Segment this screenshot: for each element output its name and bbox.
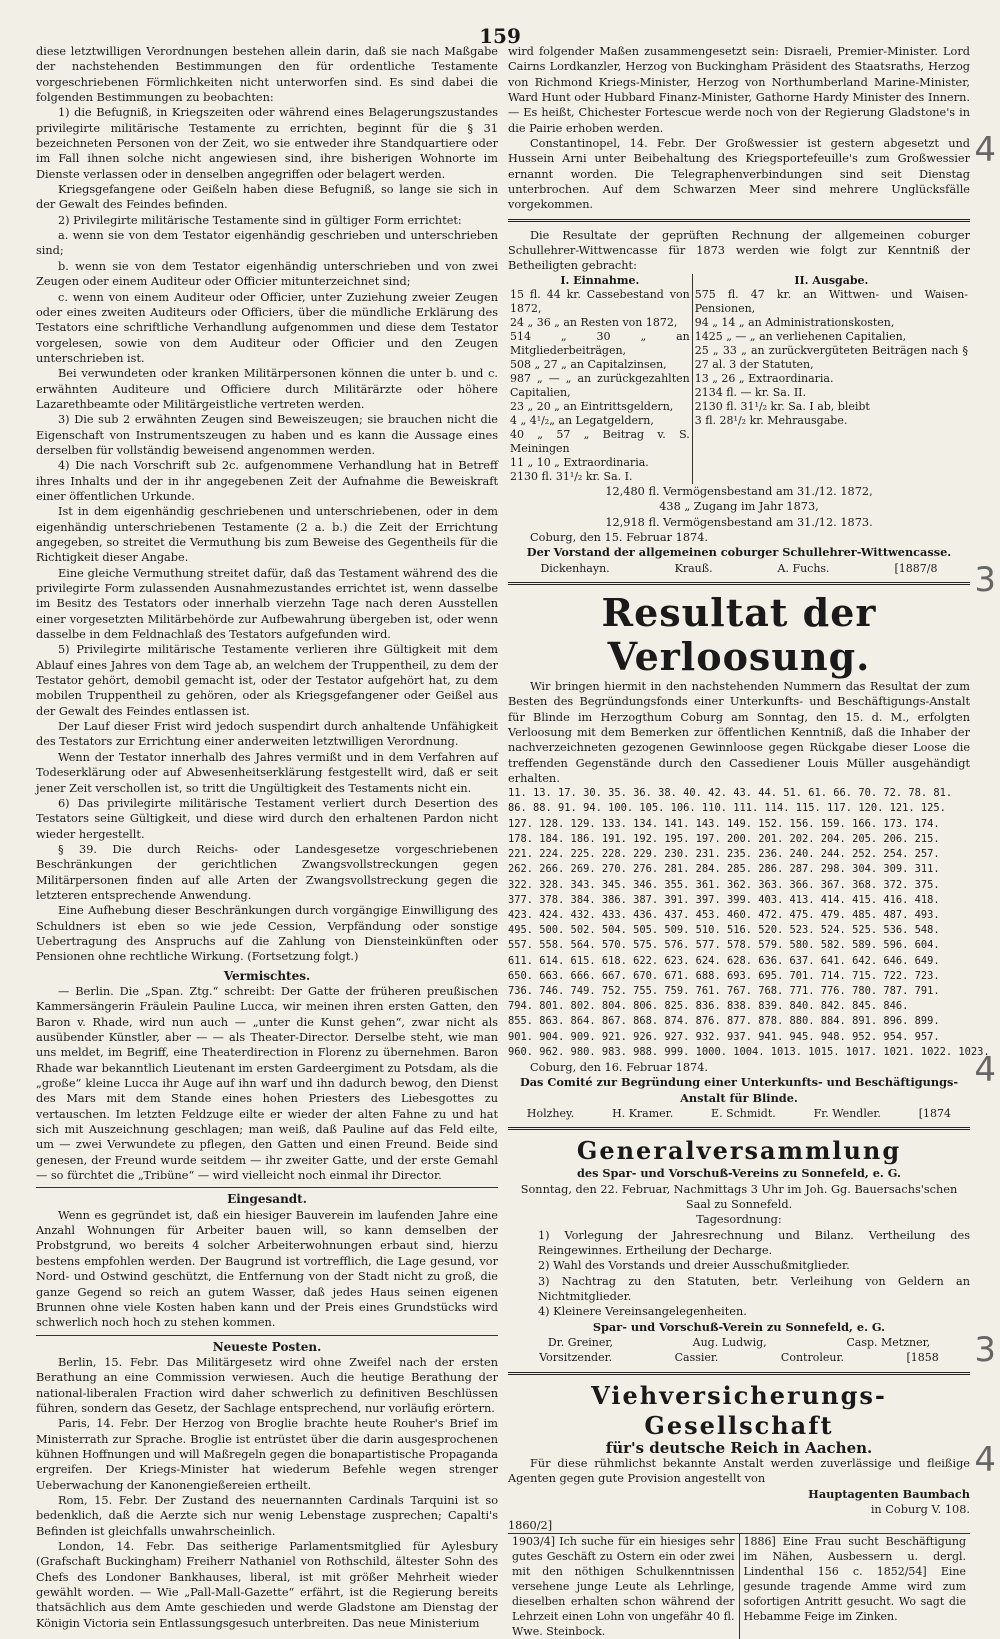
insurance-subtitle: für's deutsche Reich in Aachen. [605, 1438, 873, 1457]
vermischtes-article: — Berlin. Die „Span. Ztg.“ schreibt: Der Gatte der früheren preußischen Kammersängerin Fräulein Pauline Lucca, wir meinen ihren ersten Gatten, den Baron v. Rhade, wird nun auch — „unter die Kunst gehen“, zwar nicht als ausübender Künstler, aber — — als Theater-Director. Derselbe steht, wie man uns meldet, im Begriff, eine Theaterdirection in Florenz zu übernehmen. Baron Rhade war bekanntlich Lieutenant im ersten Gardeergiment zu Potsdam, als die „große“ kleine Lucca ihr Auge auf ihn warf und ihn dadurch bewog, den Dienst des Mars mit dem Stande eines hohen Priesters des Liebesgottes zu vertauschen. Im letzten Feldzuge eilte er wieder der alten Fahne zu und hat sich mit Auszeichnung geschlagen; man weiß, daß Pauline auf das Feld eilte, um — zwei Verwundete zu pflegen, den Gatten und einen Freund. Beide sind genesen, der Freund wurde seitdem — ihr zweiter Gatte, und der erste Gemahl — so fürchtet die „Tribüne“ — wird vielleicht noch einmal ihr Director. [36, 984, 498, 1183]
lottery-number-row: 495. 500. 502. 504. 505. 509. 510. 516. 520. 523. 524. 525. 536. 548. [508, 924, 940, 937]
constantinople-news: Constantinopel, 14. Febr. Der Großwessier ist gestern abgesetzt und Hussein Arni unter Beibehaltung des Kriegsportefeuille's zum Großwessier ernannt worden. Die Telegraphenverbindungen sind seit Dienstag unterbrochen. Auf dem Schwarzen Meer sind mehrere Unglücksfälle vorgekommen. [508, 137, 970, 212]
expense-line: 2130 fl. 31¹/₂ kr. Sa. I ab, bleibt [694, 399, 870, 413]
expense-line: 94 „ 14 „ an Administrationskosten, [694, 315, 895, 329]
lottery-number-row: 794. 801. 802. 804. 806. 825. 836. 838. 839. 840. 842. 845. 846. [508, 1000, 909, 1013]
income-line: 4 „ 4¹/₂„ an Legatgeldern, [510, 413, 654, 427]
insurance-text: Für diese rühmlichst bekannte Anstalt werden zuverlässige und fleißige Agenten gegen gute Provision angestellt von [508, 1457, 970, 1486]
law-paragraph: b. wenn sie von dem Testator eigenhändig unterschrieben und von zwei Zeugen oder einem Auditeur oder Officier mitunterzeichnet sind; [36, 259, 498, 289]
agenda-item: 2) Wahl des Vorstands und dreier Ausschußmitglieder. [538, 1259, 850, 1273]
signature: Casp. Metzner, [846, 1336, 931, 1350]
lottery-number-row: 322. 328. 343. 345. 346. 355. 361. 362. 363. 366. 367. 368. 372. 375. [508, 878, 940, 891]
lottery-signatures [508, 1106, 970, 1121]
assets-line: 12,480 fl. Vermögensbestand am 31./12. 1872, [605, 484, 873, 498]
income-line: 40 „ 57 „ Beitrag v. S. Meiningen [510, 427, 690, 455]
law-paragraph: Kriegsgefangene oder Geißeln haben diese Befugniß, so lange sie sich in der Gewalt des Feindes befinden. [36, 183, 498, 212]
news-post: London, 14. Febr. Das seitherige Parlamentsmitglied für Aylesbury (Grafschaft Buckingham) Freiherr Nathaniel von Rothschild, ältester Sohn des Chefs des Londoner Bankhauses, liberal, ist mit größer Mehrheit wieder gewählt worden. — Wie „Pall-Mall-Gazette“ erfährt, ist die Regierung bereits thatsächlich aus dem Amte geschieden und werde Gladstone am Dienstag der Königin Victoria sein Entlassungsgesuch unterbreiten. Das neue Ministerium [36, 1540, 498, 1630]
assets-summary [508, 484, 970, 530]
gv-signatures [508, 1335, 970, 1350]
gv-title: Generalversammlung [576, 1136, 902, 1166]
law-paragraph: Eine gleiche Vermuthung streitet dafür, daß das Testament während des die privilegirte Form zulassenden Ausnahmezustandes errichtet ist, wenn dasselbe im Besitz des Testators oder innerhalb vierzehn Tage nach deren Ausstellen einer vorgesetzten Militärbehörde zur Aufbewahrung übergeben ist, oder wenn dasselbe in dem Feldnachlaß des Testators aufgefunden wird. [36, 566, 498, 642]
signature: Holzhey. [526, 1106, 575, 1120]
law-paragraph: 2) Privilegirte militärische Testamente sind in gültiger Form errichtet: [58, 213, 462, 227]
signature: Aug. Ludwig, [692, 1336, 767, 1350]
apprentice-ad: 1903/4] Ich suche für ein hiesiges sehr gutes Geschäft zu Ostern ein oder zwei mit den nöthigen Schulkenntnissen versehene junge Leute als Lehrlinge, dieselben erhalten schon während der Lehrzeit einen Lohn von ungefähr 40 fl. Wwe. Steinbock. [512, 1534, 735, 1638]
assets-line: 12,918 fl. Vermögensbestand am 31./12. 1873. [605, 515, 873, 529]
lottery-date: Coburg, den 16. Februar 1874. [530, 1060, 708, 1074]
law-paragraph: Wenn der Testator innerhalb des Jahres vermißt und in dem Verfahren auf Todeserklärung oder auf Abwesenheitserklärung festgestellt wird, daß er seit jener Zeit verschollen ist, so tritt die Ungültigkeit des Testaments nicht ein. [36, 750, 498, 795]
right-column [508, 44, 990, 1639]
law-paragraph: 3) Die sub 2 erwähnten Zeugen sind Beweiszeugen; sie brauchen nicht die Eigenschaft von Instrumentszeugen zu haben und es kann die Aussage eines derselben für vollständig beweisend angenommen werden. [36, 413, 498, 457]
insurance-ref: 1860/2] [508, 1518, 553, 1532]
eingesandt-heading: Eingesandt. [227, 1192, 307, 1207]
expense-line: 2134 fl. — kr. Sa. II. [694, 385, 807, 399]
handwritten-mark: 4 [974, 1440, 996, 1480]
news-post: Rom, 15. Febr. Der Zustand des neuernannten Cardinals Tarquini ist so bedenklich, daß die Aerzte sich nur wenig Lebenstage zusprechen; Capalti's Befinden ist gleichfalls unwahrscheinlich. [36, 1493, 498, 1538]
signature: [1874 [918, 1106, 952, 1120]
law-paragraph: 5) Privilegirte militärische Testamente verlieren ihre Gültigkeit mit dem Ablauf eines Jahres von dem Tage ab, an welchem der Truppentheil, zu dem der Testator gehört, demobil gemacht ist, oder der Testator aufgehört hat, zu dem mobilen Truppentheil zu gehören, oder als Kriegsgefangener oder Geißel aus der Gewalt des Feindes entlassen ist. [36, 643, 498, 718]
agenda-item: 4) Kleinere Vereinsangelegenheiten. [538, 1305, 747, 1319]
lottery-number-row: 127. 128. 129. 133. 134. 141. 143. 149. 152. 156. 159. 166. 173. 174. [508, 817, 940, 830]
signature: Dickenhayn. [540, 561, 610, 575]
expense-line: 1425 „ — „ an verliehenen Capitalien, [694, 329, 907, 343]
news-posts [36, 1355, 498, 1631]
gv-when: Sonntag, den 22. Februar, Nachmittags 3 Uhr im Joh. Gg. Bauersachs'schen Saal zu Sonnefeld. [520, 1182, 958, 1211]
lottery-number-row: 86. 88. 91. 94. 100. 105. 106. 110. 111. 114. 115. 117. 120. 121. 125. [508, 802, 946, 815]
insurance-agent: Hauptagenten Baumbach [808, 1486, 970, 1501]
insurance-address: in Coburg V. 108. [870, 1503, 970, 1517]
law-paragraph: 4) Die nach Vorschrift sub 2c. aufgenommene Verhandlung hat in Betreff ihres Inhalts und der in ihr angegebenen Zeit der Aufnahme die Beweiskraft einer öffentlichen Urkunde. [36, 459, 498, 503]
accounts-signatures [508, 561, 970, 576]
signature: H. Kramer. [612, 1106, 674, 1120]
gv-organisation: Spar- und Vorschuß-Verein zu Sonnefeld, e. G. [592, 1319, 886, 1334]
lottery-number-row: 736. 746. 749. 752. 755. 759. 761. 767. 768. 771. 776. 780. 787. 791. [508, 984, 940, 997]
divider [508, 219, 970, 222]
law-paragraph: Ist in dem eigenhändig geschriebenen und unterschriebenen, oder in dem eigenhändig unterschriebenen Testamente (2 a. b.) die Zeit der Errichtung angegeben, so streitet die Vermuthung bis zum Beweise des Gegentheils für die Richtigkeit dieser Angabe. [36, 505, 498, 565]
income-heading: I. Einnahme. [560, 273, 640, 287]
lottery-number-row: 11. 13. 17. 30. 35. 36. 38. 40. 42. 43. 44. 51. 61. 66. 70. 72. 78. 81. [508, 787, 953, 800]
income-line: 24 „ 36 „ an Resten von 1872, [510, 315, 678, 329]
lottery-number-row: 557. 558. 564. 570. 575. 576. 577. 578. 579. 580. 582. 589. 596. 604. [508, 939, 940, 952]
gv-roles [508, 1350, 970, 1365]
signature: E. Schmidt. [711, 1106, 776, 1120]
signature: A. Fuchs. [777, 561, 830, 575]
assets-line: 438 „ Zugang im Jahr 1873, [659, 500, 819, 514]
expense-list [692, 288, 970, 484]
agenda-item: 1) Vorlegung der Jahresrechnung und Bilanz. Vertheilung des Reingewinnes. Ertheilung der Decharge. [538, 1228, 970, 1258]
income-line: 15 fl. 44 kr. Cassebestand von 1872, [510, 287, 690, 315]
eingesandt-article: Wenn es gegründet ist, daß ein hiesiger Bauverein im laufenden Jahre eine Anzahl Wohnungen für Arbeiter bauen will, so kann demselben der Probstgrund, wo bereits 4 solcher Arbeiterwohnungen erbaut sind, hierzu bestens empfohlen werden. Der Baugrund ist vortrefflich, die Lage gesund, vor Nord- und Ostwind geschützt, die Entfernung von der Stadt nicht zu groß, die ganze Gegend so reich an gutem Wasser, daß jedes Haus seinen eigenen Brunnen ohne viele Kosten haben kann und der Preis eines Grundstücks wird schwerlich noch hoch zu stehen kommen. [36, 1208, 498, 1330]
lottery-number-row: 377. 378. 384. 386. 387. 391. 397. 399. 403. 413. 414. 415. 416. 418. [508, 893, 940, 906]
lottery-committee: Das Comité zur Begründung einer Unterkunfts- und Beschäftigungs-Anstalt für Blinde. [519, 1075, 959, 1105]
handwritten-mark: 3 [974, 1330, 996, 1370]
income-line: 23 „ 20 „ an Eintrittsgeldern, [510, 399, 674, 413]
handwritten-mark: 4 [974, 130, 996, 170]
cabinet-news: wird folgender Maßen zusammengesetzt sein: Disraeli, Premier-Minister. Lord Cairns Lordkanzler, Herzog von Buckingham Präsident des Staatsraths, Herzog von Richmond Kriegs-Minister, Herzog von Northumberland Marine-Minister, Ward Hunt oder Hubbard Finanz-Minister, Gathorne Hardy Minister des Innern. — Es heißt, Chichester Fortescue werde noch von der Regierung Gladstone's in die Pairie erhoben werden. [508, 45, 970, 135]
expense-line: 13 „ 26 „ Extraordinaria. [694, 371, 834, 385]
gv-subtitle: des Spar- und Vorschuß-Vereins zu Sonnefeld, e. G. [577, 1166, 901, 1181]
law-paragraph: 1) die Befugniß, in Kriegszeiten oder während eines Belagerungszustandes privilegirte militärische Testamente zu errichten, beginnt für die § 31 bezeichneten Personen von der Zeit, wo sie entweder ihre Standquartiere oder im Fall ihnen solche nicht angewiesen sind, ihre bisherigen Wohnorte im Dienste verlassen oder in denselben angegriffen oder belagert werden. [36, 106, 498, 181]
signature-role: Vorsitzender. [539, 1351, 613, 1365]
signature-role: Cassier. [674, 1351, 719, 1365]
income-list [508, 288, 692, 484]
expense-line: 575 fl. 47 kr. an Wittwen- und Waisen-Pensionen, [694, 287, 968, 315]
accounts-board: Der Vorstand der allgemeinen coburger Schullehrer-Wittwencasse. [526, 545, 952, 560]
signature: [1887/8 [894, 561, 938, 575]
signature-role: [1858 [906, 1351, 939, 1365]
law-paragraph: diese letztwilligen Verordnungen bestehen allein darin, daß sie nach Maßgabe der nachstehenden Bestimmungen den für ordentliche Testamente vorgeschriebenen Förmlichkeiten nicht unterworfen sind. Es sind dabei die folgenden Bestimmungen zu beobachten: [36, 45, 498, 105]
law-paragraph: Bei verwundeten oder kranken Militärpersonen können die unter b. und c. erwähnten Auditeure und Officiere durch Militärärzte oder höhere Lazarethbeamte oder Militärgeistliche vertreten werden. [36, 367, 498, 411]
income-line: 514 „ 30 „ an Mitgliederbeiträgen, [510, 329, 690, 357]
testament-law-text [36, 44, 498, 965]
lottery-number-row: 423. 424. 432. 433. 436. 437. 453. 460. 472. 475. 479. 485. 487. 493. [508, 908, 940, 921]
divider [508, 1372, 970, 1375]
accounts-date: Coburg, den 15. Februar 1874. [530, 530, 708, 544]
page-number: 159 [479, 24, 521, 48]
signature: Krauß. [674, 561, 713, 575]
divider [36, 1335, 498, 1336]
law-paragraph: a. wenn sie von dem Testator eigenhändig geschrieben und unterschrieben sind; [36, 229, 498, 258]
divider [508, 1127, 970, 1130]
accounts-intro: Die Resultate der geprüften Rechnung der allgemeinen coburger Schullehrer-Wittwencasse für 1873 werden wie folgt zur Kenntniß der Betheiligten gebracht: [508, 228, 970, 273]
signature: Fr. Wendler. [813, 1106, 881, 1120]
law-paragraph: c. wenn von einem Auditeur oder Officier, unter Zuziehung zweier Zeugen oder eines zweiten Auditeurs oder Officiers, über die mündliche Erklärung des Testators eine schriftliche Verhandlung aufgenommen und diese dem Testator vorgelesen, sowie von dem Auditeur oder Officier und den Zeugen unterschrieben ist. [36, 290, 498, 365]
expense-line: 25 „ 33 „ an zurückvergüteten Beiträgen nach § 27 al. 3 der Statuten, [694, 343, 968, 371]
left-column [36, 44, 498, 1631]
lottery-number-row: 262. 266. 269. 270. 276. 281. 284. 285. 286. 287. 298. 304. 309. 311. [508, 863, 940, 876]
sewing-nurse-ad: 1886] Eine Frau sucht Beschäftigung im Nähen, Ausbessern u. dergl. Lindenthal 156 c. 1852/54] Eine gesunde tragende Amme wird zum sofortigen Antritt gesucht. Wo sagt die Hebamme Feige im Zinken. [739, 1534, 971, 1639]
lottery-number-row: 221. 224. 225. 228. 229. 230. 231. 235. 236. 240. 244. 252. 254. 257. [508, 848, 940, 861]
income-line: 508 „ 27 „ an Capitalzinsen, [510, 357, 667, 371]
handwritten-mark: 4 [974, 1050, 996, 1090]
lottery-number-row: 901. 904. 909. 921. 926. 927. 932. 937. 941. 945. 948. 952. 954. 957. [508, 1030, 940, 1043]
posten-heading: Neueste Posten. [212, 1339, 322, 1354]
lottery-number-row: 611. 614. 615. 618. 622. 623. 624. 628. 636. 637. 641. 642. 646. 649. [508, 954, 940, 967]
expense-heading: II. Ausgabe. [692, 274, 970, 288]
gv-agenda [508, 1228, 970, 1320]
law-paragraph: 6) Das privilegirte militärische Testament verliert durch Desertion des Testators seine Gültigkeit, und diese wird durch den erhaltenen Pardon nicht wieder hergestellt. [36, 796, 498, 841]
signature-role: Controleur. [780, 1351, 844, 1365]
expense-line: 3 fl. 28¹/₂ kr. Mehrausgabe. [694, 413, 848, 427]
income-line: 11 „ 10 „ Extraordinaria. [510, 455, 649, 469]
vermischtes-heading: Vermischtes. [223, 968, 311, 983]
lottery-numbers [508, 786, 990, 1060]
agenda-item: 3) Nachtrag zu den Statuten, betr. Verleihung von Geldern an Nichtmitglieder. [538, 1274, 970, 1304]
lottery-number-row: 650. 663. 666. 667. 670. 671. 688. 693. 695. 701. 714. 715. 722. 723. [508, 969, 940, 982]
law-paragraph: Eine Aufhebung dieser Beschränkungen durch vorgängige Einwilligung des Schuldners ist eben so wie jede Cession, Verpfändung oder sonstige Uebertragung des Anspruchs auf die Zahlung von Diensteinkünften oder Pensionen ohne rechtliche Wirkung. (Fortsetzung folgt.) [36, 904, 498, 964]
lottery-number-row: 960. 962. 980. 983. 988. 999. 1000. 1004. 1013. 1015. 1017. 1021. 1022. 1023. [508, 1045, 990, 1058]
income-line: 987 „ — „ an zurückgezahlten Capitalien, [510, 371, 690, 399]
insurance-title: Viehversicherungs-Gesellschaft [591, 1380, 887, 1440]
lottery-text: Wir bringen hiermit in den nachstehenden Nummern das Resultat der zum Besten des Begründungsfonds einer Unterkunfts- und Beschäftigungs-Anstalt für Blinde im Herzogthum Coburg am Sonntag, den 15. d. M., erfolgten Verloosung mit dem Bemerken zur öffentlichen Kenntniß, daß die Inhaber der nachverzeichneten gezogenen Gewinnloose gegen Rückgabe dieser Loose die treffenden Gegenstände durch den Cassediener Louis Müller ausgehändigt erhalten. [508, 679, 970, 785]
income-line: 2130 fl. 31¹/₂ kr. Sa. I. [510, 469, 633, 483]
signature: Dr. Greiner, [547, 1336, 613, 1350]
lottery-number-row: 855. 863. 864. 867. 868. 874. 876. 877. 878. 880. 884. 891. 896. 899. [508, 1015, 940, 1028]
divider [36, 1187, 498, 1188]
classified-ads [508, 1533, 970, 1639]
news-post: Berlin, 15. Febr. Das Militärgesetz wird ohne Zweifel nach der ersten Berathung an eine Commission verwiesen. Auch die heutige Berathung der national-liberalen Fraction wird daher schwerlich zu definitiven Beschlüssen führen, sondern das Gesetz, der Sachlage entsprechend, nur vorläufig erörtern. [36, 1355, 498, 1415]
divider [508, 582, 970, 585]
law-paragraph: Der Lauf dieser Frist wird jedoch suspendirt durch anhaltende Unfähigkeit des Testators zur Errichtung einer anderweiten letztwilligen Verordnung. [36, 720, 498, 749]
accounts-table [508, 274, 970, 484]
law-paragraph: § 39. Die durch Reichs- oder Landesgesetze vorgeschriebenen Beschränkungen der gerichtlichen Zwangsvollstreckungen gegen Militärpersonen finden auf alle Arten der Zwangsvollstreckung gegen die letzteren entsprechende Anwendung. [36, 842, 498, 902]
news-post: Paris, 14. Febr. Der Herzog von Broglie brachte heute Rouher's Brief im Ministerrath zur Sprache. Broglie ist entrüstet über die darin ausgesprochenen kühnen Hoffnungen und will Maßregeln gegen die bonapartistische Propaganda ergreifen. Der Kriegs-Minister hat wiederum Befehle wegen strenger Ueberwachung der Kanonengießereien ertheilt. [36, 1417, 498, 1492]
lottery-number-row: 178. 184. 186. 191. 192. 195. 197. 200. 201. 202. 204. 205. 206. 215. [508, 832, 940, 845]
gv-agenda-heading: Tagesordnung: [696, 1213, 782, 1227]
lottery-title: Resultat der Verloosung. [601, 589, 877, 679]
handwritten-mark: 3 [974, 560, 996, 600]
